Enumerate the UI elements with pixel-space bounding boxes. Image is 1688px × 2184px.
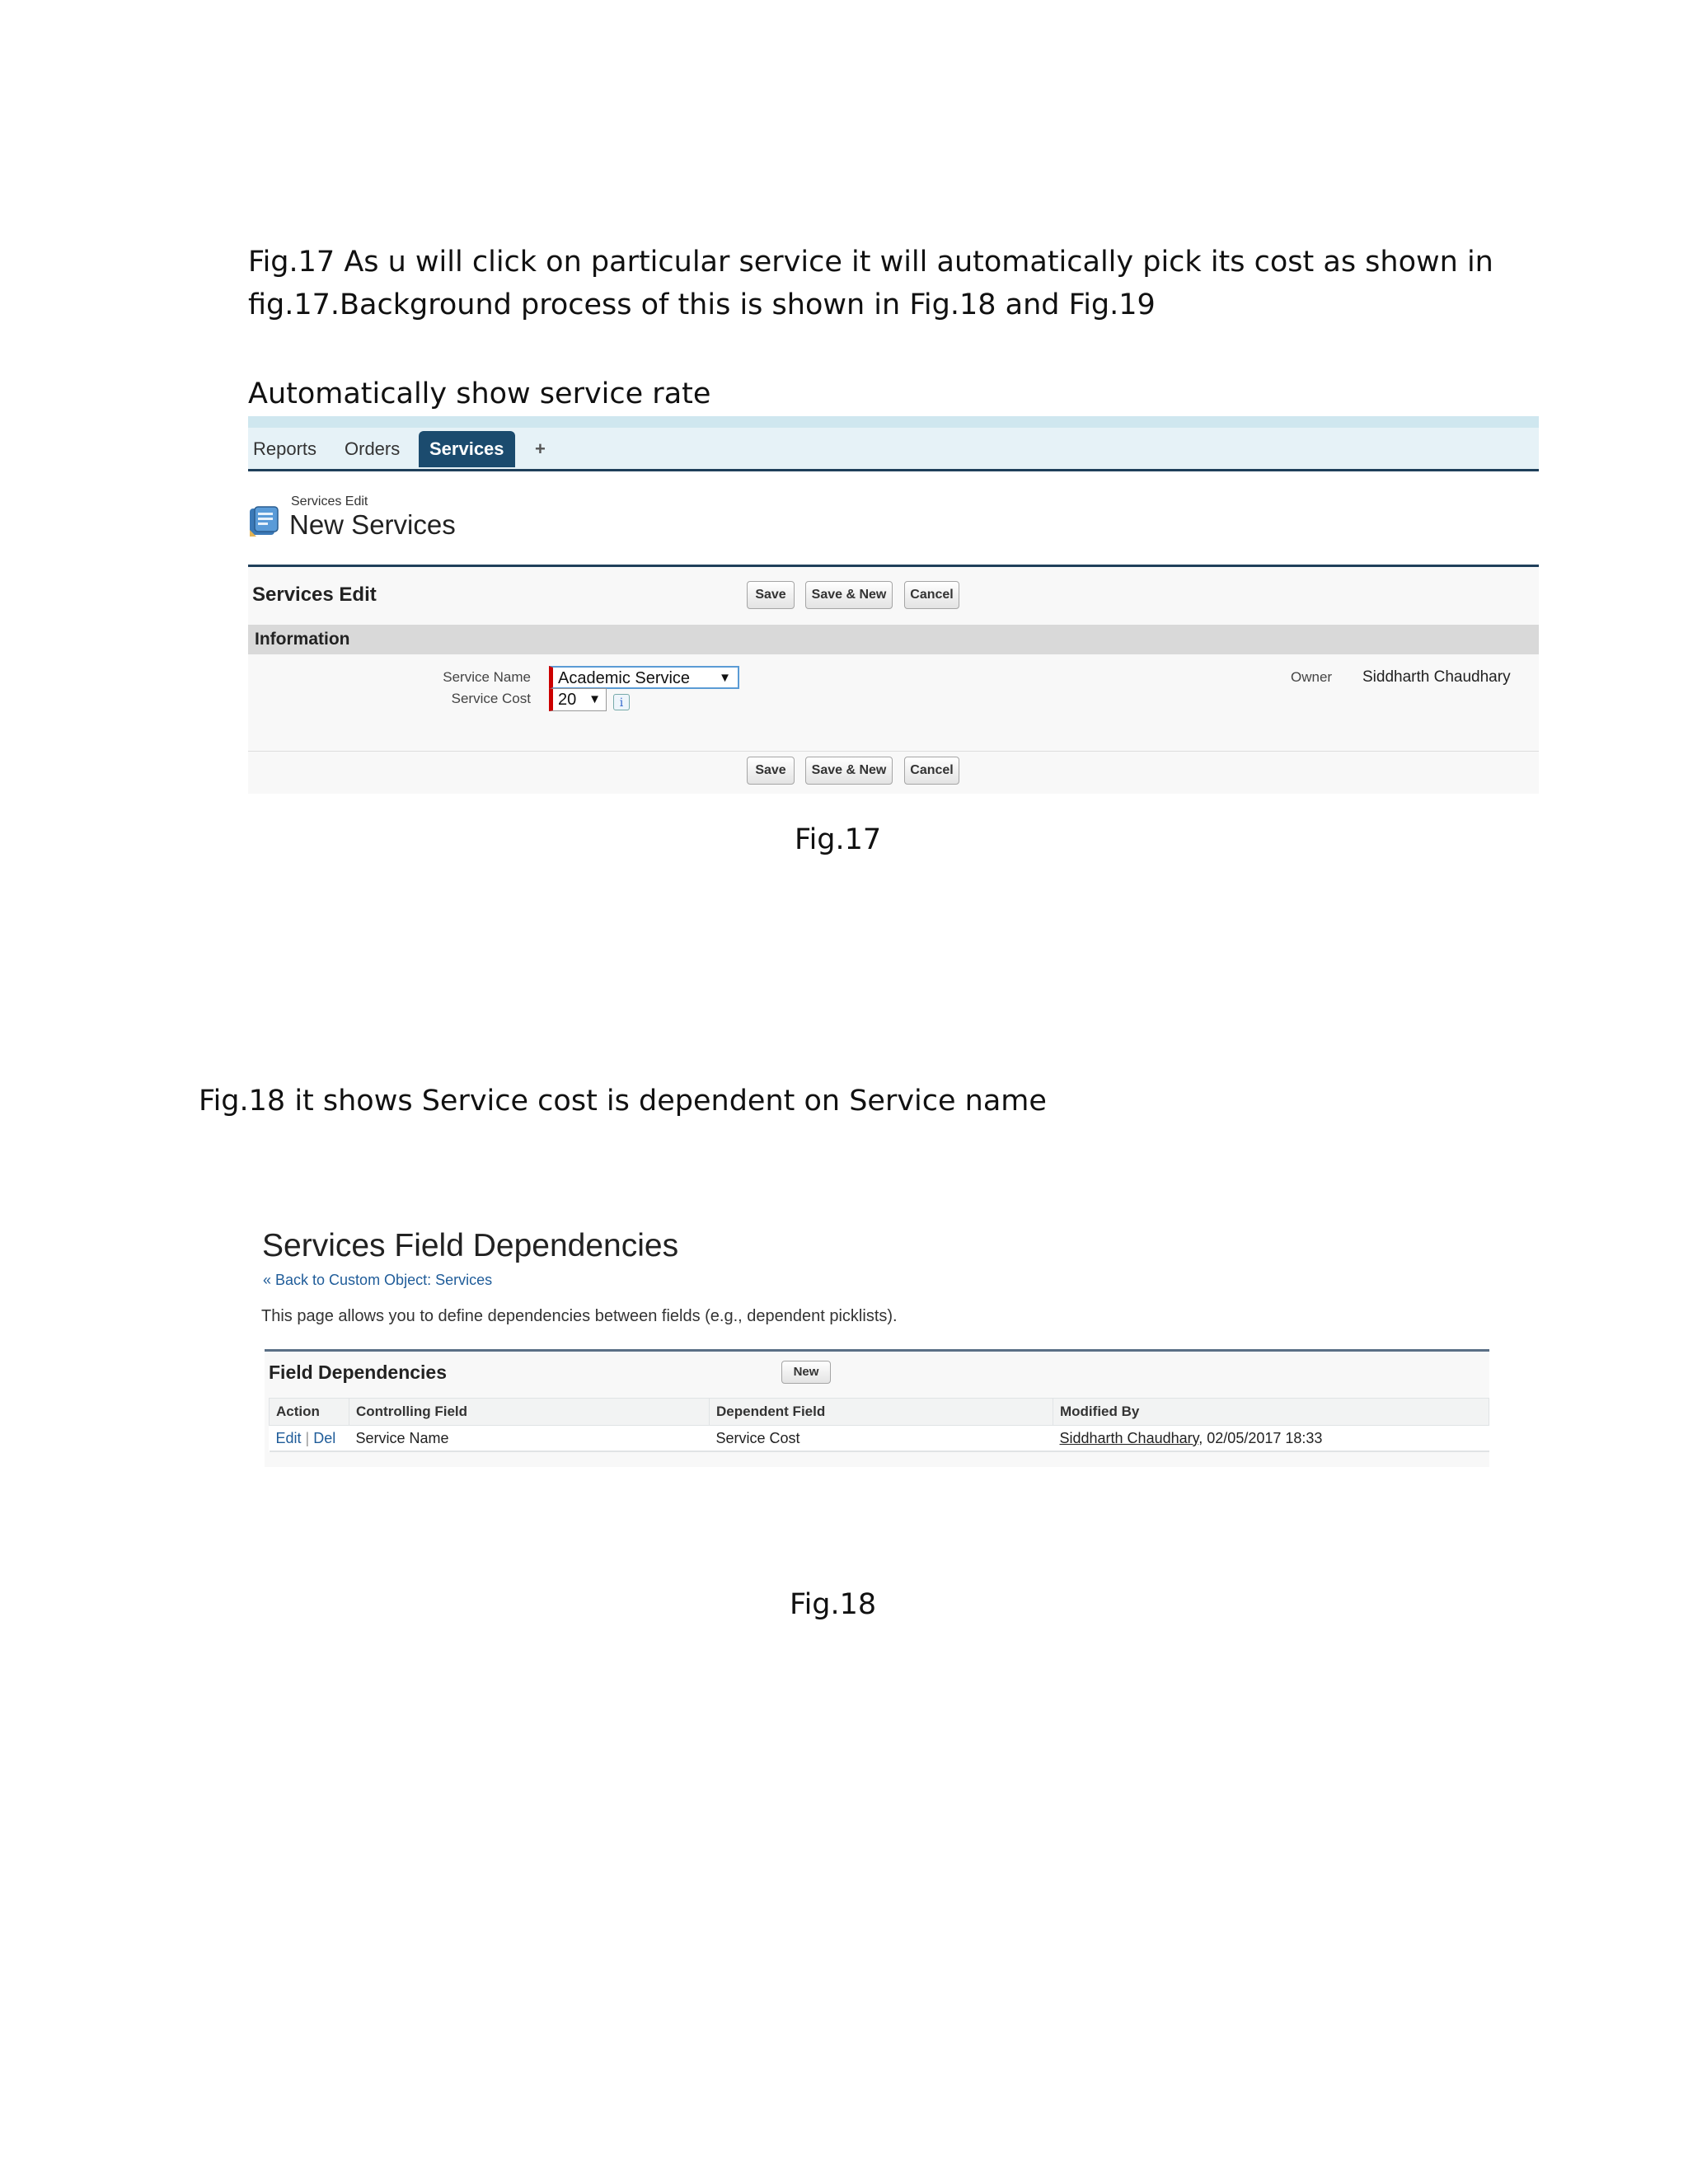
page-title: New Services bbox=[289, 509, 456, 540]
page-description: This page allows you to define dependencies between fields (e.g., dependent picklists). bbox=[261, 1307, 898, 1325]
add-tab-plus-icon[interactable]: + bbox=[535, 438, 546, 459]
info-icon[interactable]: i bbox=[613, 694, 630, 710]
section-heading: Automatically show service rate bbox=[248, 377, 711, 410]
tab-services[interactable]: Services bbox=[419, 431, 515, 467]
column-header-action: Action bbox=[270, 1399, 349, 1426]
services-edit-block bbox=[248, 565, 1539, 794]
section-information: Information bbox=[248, 625, 1539, 654]
save-button[interactable]: Save bbox=[747, 581, 795, 609]
dependencies-table bbox=[269, 1398, 1489, 1452]
column-header-dependent-field: Dependent Field bbox=[710, 1399, 1053, 1426]
save-button-bottom[interactable]: Save bbox=[747, 757, 795, 785]
action-cell bbox=[270, 1426, 349, 1452]
cancel-button[interactable]: Cancel bbox=[904, 581, 959, 609]
dropdown-arrow-icon: ▼ bbox=[588, 692, 601, 706]
save-new-button-bottom[interactable]: Save & New bbox=[805, 757, 893, 785]
delete-link[interactable]: Del bbox=[313, 1429, 336, 1446]
dependent-field-cell: Service Cost bbox=[710, 1426, 1053, 1452]
modified-by-user-link[interactable]: Siddharth Chaudhary bbox=[1059, 1429, 1199, 1446]
service-cost-select[interactable] bbox=[549, 688, 607, 711]
fig17-screenshot bbox=[248, 416, 1539, 791]
block-title: Services Edit bbox=[252, 583, 377, 606]
save-new-button[interactable]: Save & New bbox=[805, 581, 893, 609]
column-header-controlling-field: Controlling Field bbox=[349, 1399, 710, 1426]
modified-by-cell bbox=[1053, 1426, 1489, 1452]
tab-orders[interactable]: Orders bbox=[345, 438, 401, 459]
owner-value: Siddharth Chaudhary bbox=[1362, 668, 1511, 686]
intro-line-1: Fig.17 As u will click on particular service it will automatically pick its cost as shown in bbox=[248, 246, 1493, 279]
service-name-select[interactable] bbox=[549, 666, 739, 689]
fig17-caption: Fig.17 bbox=[795, 823, 882, 856]
action-separator: | bbox=[305, 1429, 310, 1446]
fig18-screenshot bbox=[258, 1220, 1490, 1467]
fig18-intro: Fig.18 it shows Service cost is dependent on Service name bbox=[199, 1085, 1047, 1118]
breadcrumb: Services Edit bbox=[291, 494, 368, 509]
service-cost-value: 20 bbox=[558, 691, 577, 709]
table-row bbox=[270, 1426, 1489, 1452]
service-cost-label: Service Cost bbox=[451, 691, 531, 706]
table-header-row bbox=[270, 1399, 1489, 1426]
service-name-label: Service Name bbox=[443, 669, 531, 685]
tab-reports[interactable]: Reports bbox=[253, 438, 317, 459]
dependencies-title: Services Field Dependencies bbox=[262, 1228, 679, 1263]
fig18-caption: Fig.18 bbox=[790, 1588, 877, 1621]
new-button[interactable]: New bbox=[781, 1361, 831, 1384]
cancel-button-bottom[interactable]: Cancel bbox=[904, 757, 959, 785]
intro-line-2: fig.17.Background process of this is shown in Fig.18 and Fig.19 bbox=[248, 288, 1156, 321]
edit-link[interactable]: Edit bbox=[275, 1429, 302, 1446]
dropdown-arrow-icon: ▼ bbox=[719, 671, 731, 685]
modified-by-date: , 02/05/2017 18:33 bbox=[1198, 1429, 1323, 1446]
back-link[interactable]: « Back to Custom Object: Services bbox=[263, 1272, 493, 1288]
intro-paragraph bbox=[248, 241, 1493, 326]
field-dependencies-block bbox=[265, 1349, 1489, 1467]
column-header-modified-by: Modified By bbox=[1053, 1399, 1489, 1426]
block-title: Field Dependencies bbox=[269, 1361, 448, 1383]
tab-bar bbox=[248, 416, 1539, 471]
divider bbox=[248, 751, 1539, 752]
controlling-field-cell: Service Name bbox=[349, 1426, 710, 1452]
services-object-icon bbox=[248, 505, 279, 538]
service-name-value: Academic Service bbox=[558, 669, 691, 687]
owner-label: Owner bbox=[1291, 669, 1333, 685]
